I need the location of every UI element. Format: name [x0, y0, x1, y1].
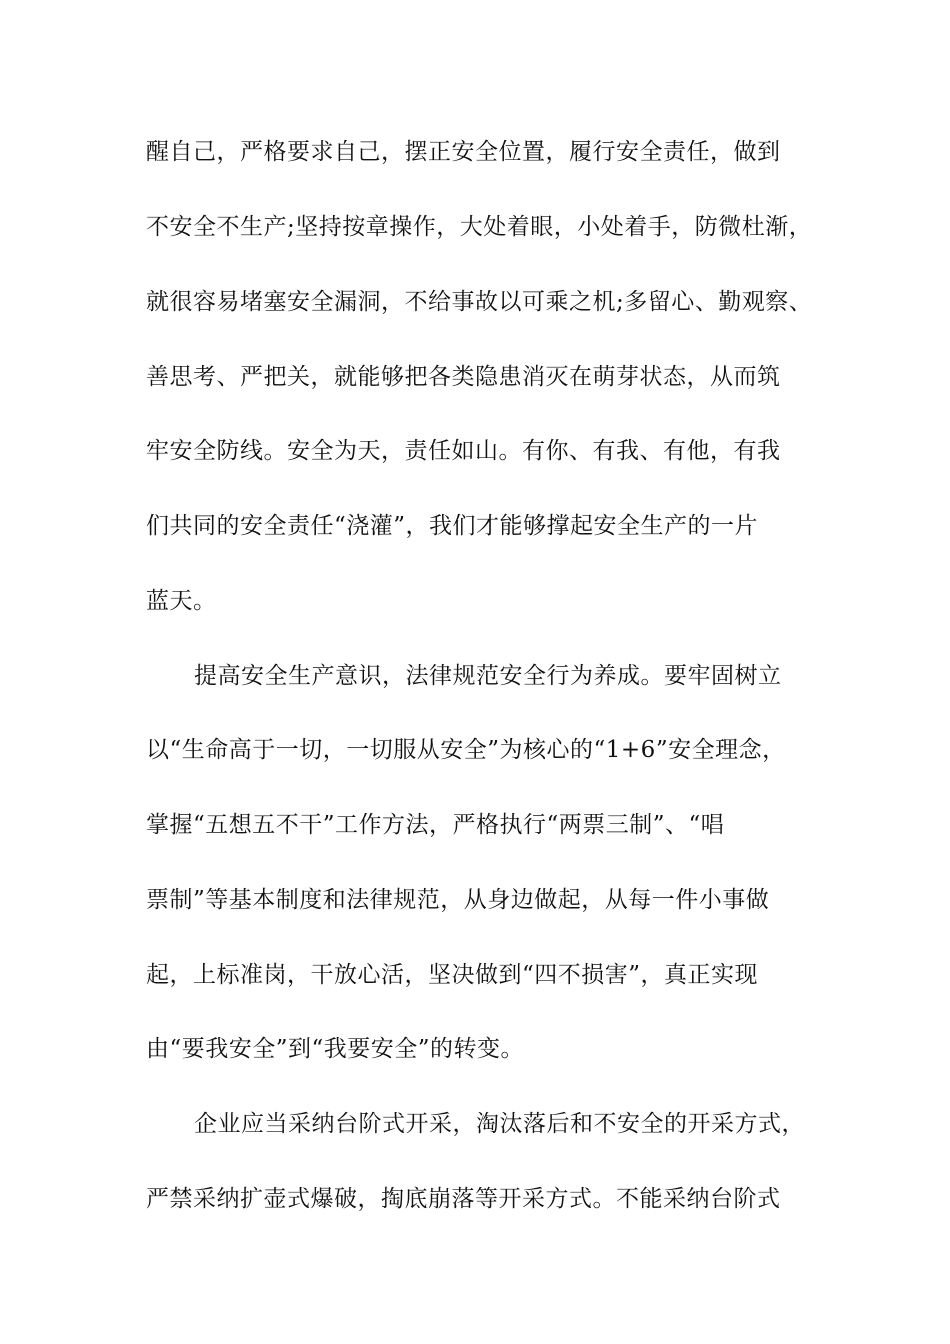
text-line: 善思考、严把关，就能够把各类隐患消灭在萌芽状态，从而筑 [146, 364, 781, 390]
text-line: 票制”等基本制度和法律规范，从身边做起，从每一件小事做 [146, 887, 770, 913]
text-line: 们共同的安全责任“浇灌”，我们才能够撑起安全生产的一片 [146, 513, 759, 539]
text-line: 蓝天。 [146, 588, 217, 614]
text-line: 就很容易堵塞安全漏洞，不给事故以可乘之机;多留心、勤观察、 [146, 289, 813, 315]
text-line: 以“生命高于一切，一切服从安全”为核心的“1+6”安全理念， [146, 737, 786, 763]
text-line: 掌握“五想五不干”工作方法，严格执行“两票三制”、“唱 [146, 812, 725, 838]
text-line: 严禁采纳扩壶式爆破，掏底崩落等开采方式。不能采纳台阶式 [146, 1186, 781, 1212]
text-line: 不安全不生产;坚持按章操作，大处着眼，小处着手，防微杜渐， [146, 214, 813, 240]
text-line: 牢安全防线。安全为天，责任如山。有你、有我、有他，有我 [146, 438, 781, 464]
text-line: 起，上标准岗，干放心活，坚决做到“四不损害”，真正实现 [146, 962, 759, 988]
paragraph-first-line: 企业应当采纳台阶式开采，淘汰落后和不安全的开采方式， [194, 1111, 805, 1137]
text-line: 醒自己，严格要求自己，摆正安全位置，履行安全责任，做到 [146, 139, 781, 165]
paragraph-first-line: 提高安全生产意识，法律规范安全行为养成。要牢固树立 [194, 663, 782, 689]
text-line: 由“要我安全”到“我要安全”的转变。 [146, 1036, 525, 1062]
